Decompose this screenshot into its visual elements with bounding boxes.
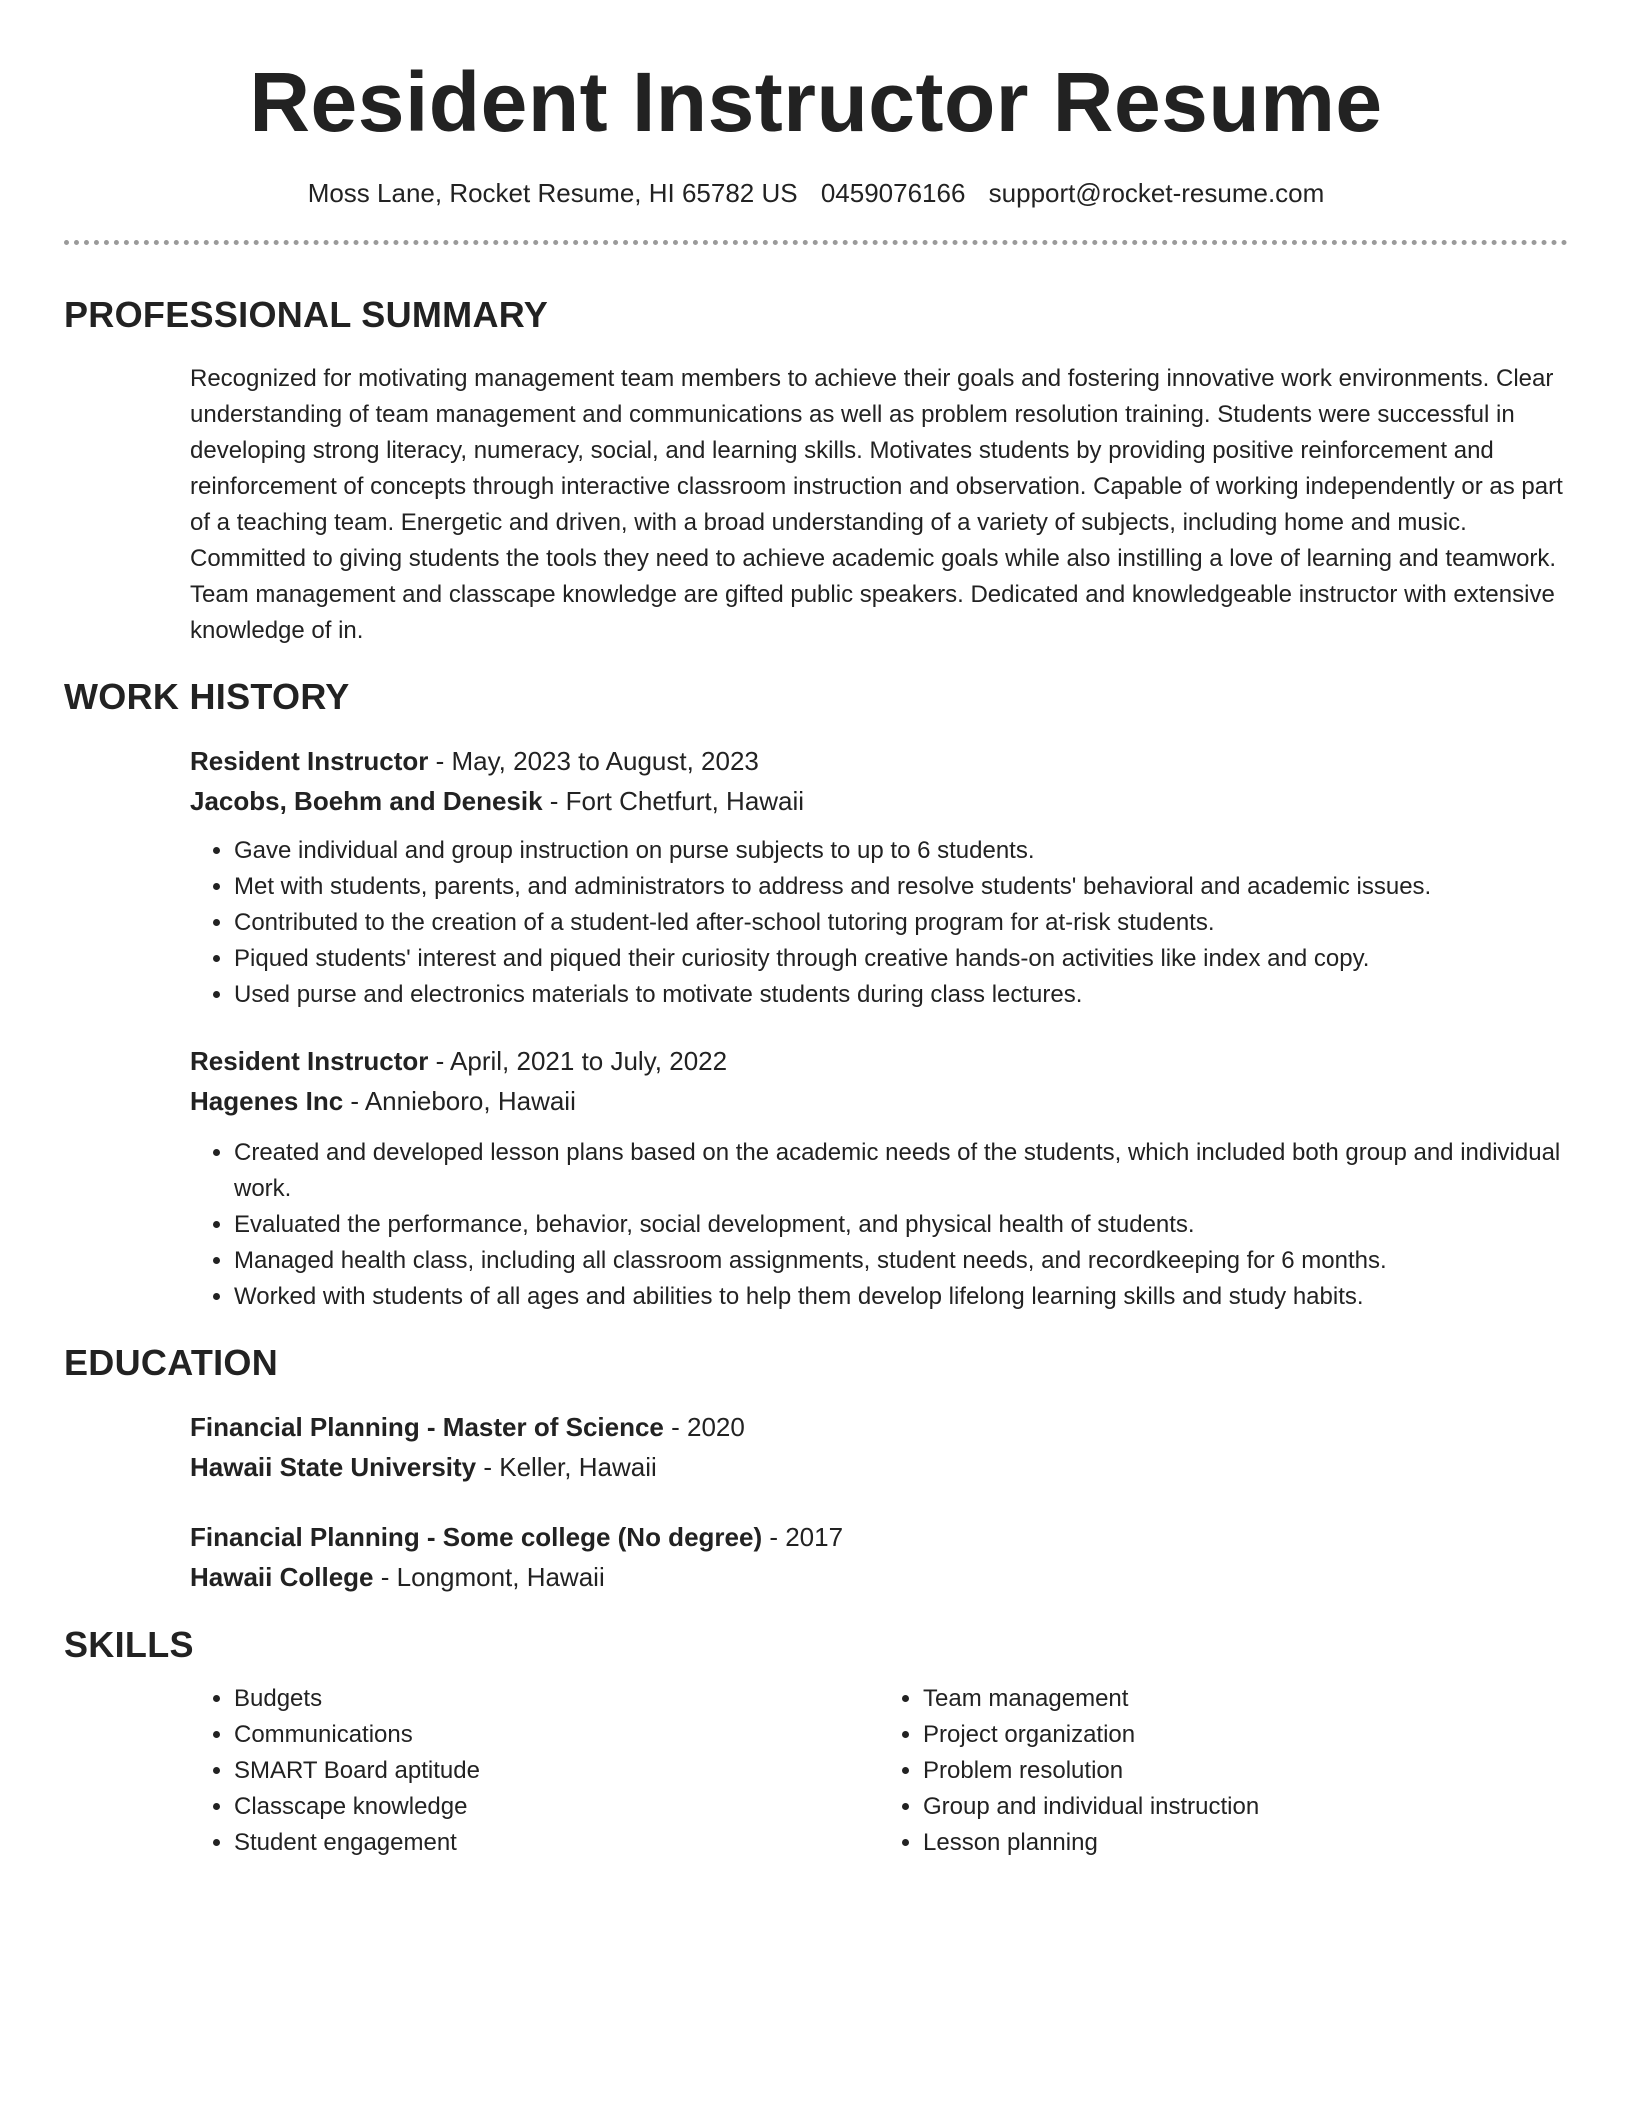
job-location: - Annieboro, Hawaii — [343, 1086, 576, 1116]
job-title: Resident Instructor — [190, 1046, 429, 1076]
contact-phone: 0459076166 — [820, 178, 966, 208]
skills-columns — [190, 1681, 1568, 1861]
list-item: • Contributed to the creation of a student-led after-school tutoring program for at-risk students. — [234, 905, 1568, 941]
list-item: • Piqued students' interest and piqued their curiosity through creative hands-on activities like index and copy. — [234, 941, 1568, 977]
school-line — [190, 1557, 1568, 1597]
job-dates: - April, 2021 to July, 2022 — [428, 1046, 728, 1076]
resume-page — [64, 0, 1568, 1861]
section-title-skills: SKILLS — [64, 1624, 194, 1665]
job-bullets — [190, 1135, 1568, 1315]
job-bullets — [190, 833, 1568, 1013]
school-location: - Longmont, Hawaii — [373, 1562, 605, 1592]
list-item: • Evaluated the performance, behavior, social development, and physical health of students. — [234, 1207, 1568, 1243]
job-entry — [190, 741, 1568, 1013]
section-title-work-history: WORK HISTORY — [64, 676, 350, 717]
degree-year: - 2017 — [762, 1522, 844, 1552]
school: Hawaii College — [190, 1562, 374, 1592]
skill-item: • Classcape knowledge — [234, 1789, 879, 1825]
header-divider — [64, 240, 1568, 245]
school-location: - Keller, Hawaii — [476, 1452, 657, 1482]
skill-item: • Team management — [923, 1681, 1568, 1717]
summary-text: Recognized for motivating management team members to achieve their goals and fostering innovative work environments. Clear understanding of team management and communications as well as problem resolution training. Students were successful in developing strong literacy, numeracy, social, and learning skills. Motivates students by providing positive reinforcement and reinforcement of concepts through interactive classroom instruction and observation. Capable of working independently or as part of a teaching team. Energetic and driven, with a broad understanding of a variety of subjects, including home and music. Committed to giving students the tools they need to achieve academic goals while also instilling a love of learning and teamwork. Team management and classcape knowledge are gifted public speakers. Dedicated and knowledgeable instructor with extensive knowledge of in. — [190, 365, 1563, 644]
skills-list-left — [190, 1681, 879, 1861]
skill-item: • Project organization — [923, 1717, 1568, 1753]
job-company-line — [190, 1081, 1568, 1121]
degree: Financial Planning - Some college (No degree) — [190, 1522, 763, 1552]
job-dates: - May, 2023 to August, 2023 — [428, 746, 759, 776]
school-line — [190, 1447, 1568, 1487]
job-company: Jacobs, Boehm and Denesik — [190, 786, 543, 816]
skill-item: • Student engagement — [234, 1825, 879, 1861]
job-title: Resident Instructor — [190, 746, 429, 776]
degree: Financial Planning - Master of Science — [190, 1412, 664, 1442]
skill-item: • Problem resolution — [923, 1753, 1568, 1789]
education-entry — [190, 1517, 1568, 1597]
contact-email: support@rocket-resume.com — [988, 178, 1325, 208]
education-entry — [190, 1407, 1568, 1487]
section-title-education: EDUCATION — [64, 1342, 279, 1383]
list-item: • Gave individual and group instruction on purse subjects to up to 6 students. — [234, 833, 1568, 869]
list-item: • Managed health class, including all classroom assignments, student needs, and recordkeeping for 6 months. — [234, 1243, 1568, 1279]
contact-address: Moss Lane, Rocket Resume, HI 65782 US — [307, 178, 798, 208]
job-company-line — [190, 781, 1568, 821]
job-location: - Fort Chetfurt, Hawaii — [542, 786, 805, 816]
list-item: • Used purse and electronics materials to motivate students during class lectures. — [234, 977, 1568, 1013]
skill-item: • Group and individual instruction — [923, 1789, 1568, 1825]
job-entry — [190, 1041, 1568, 1315]
list-item: • Created and developed lesson plans based on the academic needs of the students, which included both group and individual work. — [234, 1135, 1568, 1207]
skills-list-right — [879, 1681, 1568, 1861]
skill-item: • Communications — [234, 1717, 879, 1753]
skill-item: • SMART Board aptitude — [234, 1753, 879, 1789]
list-item: • Worked with students of all ages and abilities to help them develop lifelong learning skills and study habits. — [234, 1279, 1568, 1315]
list-item: • Met with students, parents, and administrators to address and resolve students' behavioral and academic issues. — [234, 869, 1568, 905]
degree-line — [190, 1517, 1568, 1557]
job-company: Hagenes Inc — [190, 1086, 344, 1116]
job-title-line — [190, 1041, 1568, 1081]
degree-line — [190, 1407, 1568, 1447]
school: Hawaii State University — [190, 1452, 477, 1482]
job-title-line — [190, 741, 1568, 781]
degree-year: - 2020 — [663, 1412, 745, 1442]
contact-line — [64, 176, 1568, 210]
section-title-summary: PROFESSIONAL SUMMARY — [64, 294, 549, 335]
resume-title: Resident Instructor Resume — [249, 55, 1383, 149]
skill-item: • Lesson planning — [923, 1825, 1568, 1861]
skill-item: • Budgets — [234, 1681, 879, 1717]
